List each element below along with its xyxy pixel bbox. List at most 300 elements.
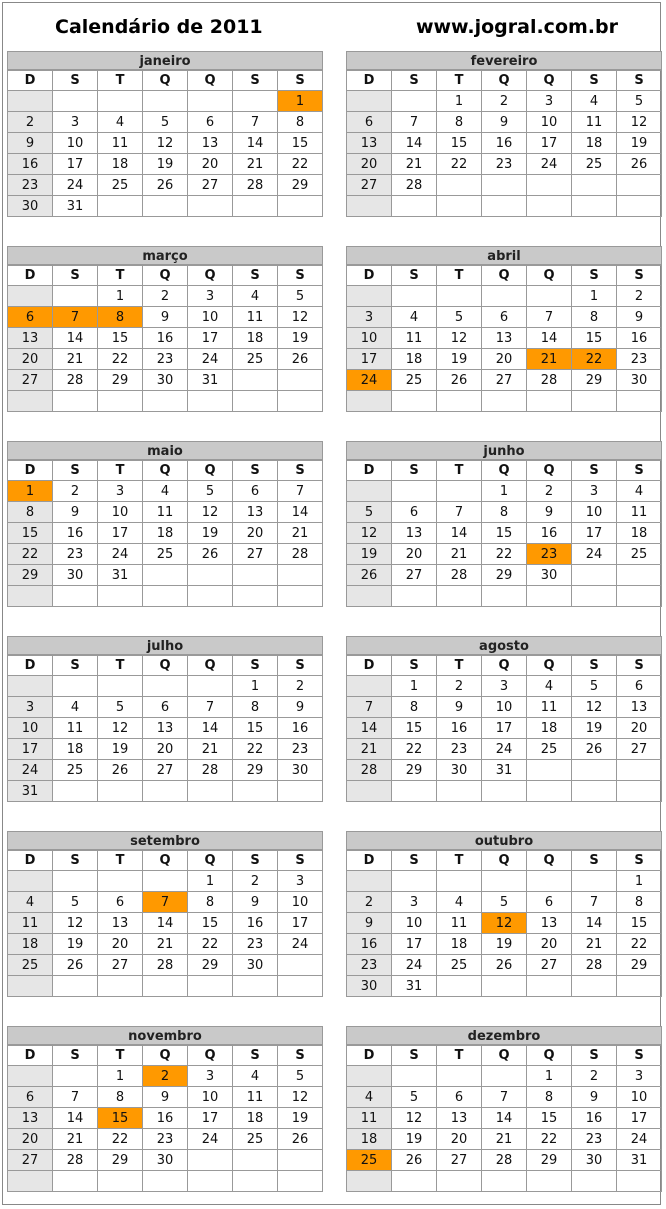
weekday-header: S [278, 851, 323, 871]
day-cell: 2 [53, 481, 98, 502]
empty-day-cell [392, 481, 437, 502]
weekday-header: Q [143, 71, 188, 91]
day-cell: 9 [233, 892, 278, 913]
empty-day-cell [53, 391, 98, 412]
empty-day-cell [188, 196, 233, 217]
empty-day-cell [143, 565, 188, 586]
empty-day-cell [98, 391, 143, 412]
day-cell: 29 [188, 955, 233, 976]
day-cell: 6 [392, 502, 437, 523]
empty-day-cell [572, 196, 617, 217]
empty-day-cell [98, 196, 143, 217]
day-cell: 28 [188, 760, 233, 781]
day-cell: 12 [278, 1087, 323, 1108]
month-table [346, 265, 662, 412]
day-cell: 19 [278, 328, 323, 349]
day-cell: 12 [278, 307, 323, 328]
day-cell: 16 [347, 934, 392, 955]
holiday-day-cell: 6 [8, 307, 53, 328]
empty-day-cell [617, 976, 662, 997]
day-cell: 30 [53, 565, 98, 586]
week-row [8, 739, 323, 760]
weekday-header: T [98, 461, 143, 481]
month-table [7, 70, 323, 217]
day-cell: 23 [233, 934, 278, 955]
day-cell: 18 [53, 739, 98, 760]
weekday-header-row [347, 656, 662, 676]
empty-day-cell [233, 1150, 278, 1171]
day-cell: 19 [143, 154, 188, 175]
day-cell: 16 [8, 154, 53, 175]
day-cell: 12 [572, 697, 617, 718]
empty-day-cell [482, 286, 527, 307]
empty-day-cell [8, 676, 53, 697]
week-row [347, 175, 662, 196]
weekday-header: D [347, 851, 392, 871]
day-cell: 1 [233, 676, 278, 697]
day-cell: 4 [98, 112, 143, 133]
empty-day-cell [233, 196, 278, 217]
day-cell: 15 [482, 523, 527, 544]
day-cell: 17 [527, 133, 572, 154]
holiday-day-cell: 23 [527, 544, 572, 565]
day-cell: 17 [8, 739, 53, 760]
day-cell: 7 [527, 307, 572, 328]
month-table [7, 655, 323, 802]
month-outubro [346, 831, 662, 997]
week-row [347, 1087, 662, 1108]
day-cell: 22 [617, 934, 662, 955]
day-cell: 14 [392, 133, 437, 154]
month-name: abril [346, 246, 662, 265]
week-row [8, 955, 323, 976]
empty-day-cell [527, 1171, 572, 1192]
day-cell: 11 [572, 112, 617, 133]
day-cell: 26 [278, 1129, 323, 1150]
day-cell: 3 [188, 1066, 233, 1087]
week-row [347, 370, 662, 391]
day-cell: 1 [527, 1066, 572, 1087]
weekday-header: S [617, 1046, 662, 1066]
day-cell: 28 [437, 565, 482, 586]
empty-day-cell [392, 586, 437, 607]
day-cell: 31 [617, 1150, 662, 1171]
empty-day-cell [53, 1171, 98, 1192]
day-cell: 10 [617, 1087, 662, 1108]
day-cell: 18 [143, 523, 188, 544]
empty-day-cell [8, 871, 53, 892]
month-maio [7, 441, 323, 607]
day-cell: 12 [98, 718, 143, 739]
weekday-header: T [98, 656, 143, 676]
day-cell: 1 [188, 871, 233, 892]
week-row [347, 1129, 662, 1150]
weekday-header-row [8, 1046, 323, 1066]
day-cell: 21 [143, 934, 188, 955]
day-cell: 14 [143, 913, 188, 934]
weekday-header: Q [482, 1046, 527, 1066]
empty-day-cell [437, 976, 482, 997]
day-cell: 3 [8, 697, 53, 718]
day-cell: 20 [98, 934, 143, 955]
day-cell: 23 [143, 1129, 188, 1150]
day-cell: 19 [437, 349, 482, 370]
day-cell: 15 [617, 913, 662, 934]
day-cell: 9 [53, 502, 98, 523]
day-cell: 25 [98, 175, 143, 196]
empty-day-cell [347, 196, 392, 217]
day-cell: 24 [8, 760, 53, 781]
day-cell: 6 [98, 892, 143, 913]
holiday-day-cell: 1 [8, 481, 53, 502]
day-cell: 14 [278, 502, 323, 523]
day-cell: 16 [572, 1108, 617, 1129]
day-cell: 13 [233, 502, 278, 523]
month-table [7, 265, 323, 412]
empty-day-cell [617, 391, 662, 412]
week-row [347, 586, 662, 607]
day-cell: 5 [53, 892, 98, 913]
day-cell: 9 [347, 913, 392, 934]
day-cell: 19 [278, 1108, 323, 1129]
day-cell: 26 [98, 760, 143, 781]
empty-day-cell [188, 676, 233, 697]
day-cell: 10 [53, 133, 98, 154]
day-cell: 1 [617, 871, 662, 892]
weekday-header: S [233, 1046, 278, 1066]
empty-day-cell [53, 91, 98, 112]
empty-day-cell [572, 976, 617, 997]
day-cell: 29 [98, 1150, 143, 1171]
week-row [8, 781, 323, 802]
weekday-header: T [98, 851, 143, 871]
weekday-header: D [347, 266, 392, 286]
day-cell: 13 [143, 718, 188, 739]
day-cell: 27 [8, 370, 53, 391]
day-cell: 23 [572, 1129, 617, 1150]
weekday-header: Q [482, 461, 527, 481]
day-cell: 22 [482, 544, 527, 565]
day-cell: 6 [437, 1087, 482, 1108]
month-table [346, 460, 662, 607]
empty-day-cell [527, 196, 572, 217]
week-row [347, 91, 662, 112]
weekday-header: T [437, 461, 482, 481]
empty-day-cell [233, 586, 278, 607]
day-cell: 14 [53, 328, 98, 349]
day-cell: 18 [233, 328, 278, 349]
day-cell: 24 [482, 739, 527, 760]
weekday-header: S [53, 461, 98, 481]
day-cell: 4 [527, 676, 572, 697]
day-cell: 3 [482, 676, 527, 697]
month-name: dezembro [346, 1026, 662, 1045]
weekday-header: D [347, 656, 392, 676]
day-cell: 10 [347, 328, 392, 349]
day-cell: 24 [572, 544, 617, 565]
weekday-header: D [8, 656, 53, 676]
day-cell: 30 [278, 760, 323, 781]
week-row [8, 1087, 323, 1108]
day-cell: 2 [527, 481, 572, 502]
day-cell: 14 [347, 718, 392, 739]
weekday-header: S [617, 656, 662, 676]
day-cell: 22 [98, 1129, 143, 1150]
day-cell: 22 [437, 154, 482, 175]
day-cell: 27 [527, 955, 572, 976]
day-cell: 18 [8, 934, 53, 955]
day-cell: 24 [98, 544, 143, 565]
weekday-header-row [347, 266, 662, 286]
holiday-day-cell: 12 [482, 913, 527, 934]
week-row [8, 586, 323, 607]
empty-day-cell [437, 1171, 482, 1192]
day-cell: 24 [617, 1129, 662, 1150]
week-row [8, 286, 323, 307]
weekday-header: S [278, 461, 323, 481]
weekday-header: S [617, 266, 662, 286]
day-cell: 31 [482, 760, 527, 781]
day-cell: 29 [482, 565, 527, 586]
weekday-header: Q [527, 1046, 572, 1066]
empty-day-cell [437, 196, 482, 217]
empty-day-cell [188, 976, 233, 997]
day-cell: 30 [143, 1150, 188, 1171]
empty-day-cell [392, 196, 437, 217]
day-cell: 29 [233, 760, 278, 781]
month-table [7, 1045, 323, 1192]
empty-day-cell [392, 1066, 437, 1087]
day-cell: 8 [392, 697, 437, 718]
day-cell: 25 [8, 955, 53, 976]
week-row [8, 718, 323, 739]
weekday-header: Q [143, 656, 188, 676]
day-cell: 4 [392, 307, 437, 328]
empty-day-cell [527, 760, 572, 781]
day-cell: 4 [8, 892, 53, 913]
week-row [8, 1129, 323, 1150]
weekday-header: Q [527, 851, 572, 871]
day-cell: 30 [617, 370, 662, 391]
day-cell: 19 [188, 523, 233, 544]
day-cell: 11 [8, 913, 53, 934]
weekday-header: S [572, 851, 617, 871]
day-cell: 21 [233, 154, 278, 175]
day-cell: 5 [278, 286, 323, 307]
day-cell: 12 [53, 913, 98, 934]
day-cell: 12 [143, 133, 188, 154]
empty-day-cell [188, 1171, 233, 1192]
day-cell: 18 [392, 349, 437, 370]
day-cell: 15 [278, 133, 323, 154]
weekday-header-row [347, 461, 662, 481]
day-cell: 3 [53, 112, 98, 133]
month-julho [7, 636, 323, 802]
week-row [347, 676, 662, 697]
week-row [347, 154, 662, 175]
weekday-header: T [98, 1046, 143, 1066]
day-cell: 21 [53, 349, 98, 370]
day-cell: 15 [572, 328, 617, 349]
month-dezembro [346, 1026, 662, 1192]
day-cell: 15 [392, 718, 437, 739]
empty-day-cell [347, 391, 392, 412]
day-cell: 2 [572, 1066, 617, 1087]
week-row [8, 328, 323, 349]
day-cell: 21 [188, 739, 233, 760]
week-row [8, 760, 323, 781]
weekday-header: S [572, 656, 617, 676]
day-cell: 17 [482, 718, 527, 739]
day-cell: 7 [278, 481, 323, 502]
day-cell: 28 [143, 955, 188, 976]
day-cell: 28 [572, 955, 617, 976]
week-row [347, 718, 662, 739]
day-cell: 7 [188, 697, 233, 718]
day-cell: 29 [527, 1150, 572, 1171]
day-cell: 16 [617, 328, 662, 349]
day-cell: 18 [527, 718, 572, 739]
day-cell: 11 [617, 502, 662, 523]
day-cell: 27 [8, 1150, 53, 1171]
day-cell: 16 [143, 1108, 188, 1129]
day-cell: 11 [233, 307, 278, 328]
empty-day-cell [527, 586, 572, 607]
day-cell: 10 [527, 112, 572, 133]
day-cell: 26 [53, 955, 98, 976]
day-cell: 26 [572, 739, 617, 760]
empty-day-cell [347, 1066, 392, 1087]
day-cell: 1 [98, 286, 143, 307]
day-cell: 9 [572, 1087, 617, 1108]
day-cell: 23 [347, 955, 392, 976]
day-cell: 11 [347, 1108, 392, 1129]
empty-day-cell [98, 586, 143, 607]
day-cell: 19 [347, 544, 392, 565]
empty-day-cell [437, 781, 482, 802]
empty-day-cell [98, 976, 143, 997]
day-cell: 17 [347, 349, 392, 370]
day-cell: 11 [392, 328, 437, 349]
day-cell: 13 [347, 133, 392, 154]
empty-day-cell [617, 781, 662, 802]
day-cell: 28 [347, 760, 392, 781]
holiday-day-cell: 25 [347, 1150, 392, 1171]
empty-day-cell [527, 175, 572, 196]
day-cell: 25 [53, 760, 98, 781]
empty-day-cell [527, 286, 572, 307]
weekday-header: S [572, 1046, 617, 1066]
week-row [347, 286, 662, 307]
month-name: novembro [7, 1026, 323, 1045]
weekday-header: D [8, 266, 53, 286]
week-row [347, 349, 662, 370]
month-janeiro [7, 51, 323, 217]
week-row [347, 871, 662, 892]
empty-day-cell [347, 1171, 392, 1192]
day-cell: 8 [617, 892, 662, 913]
day-cell: 18 [98, 154, 143, 175]
empty-day-cell [437, 286, 482, 307]
week-row [8, 91, 323, 112]
day-cell: 14 [437, 523, 482, 544]
empty-day-cell [392, 781, 437, 802]
day-cell: 10 [98, 502, 143, 523]
day-cell: 20 [233, 523, 278, 544]
day-cell: 20 [617, 718, 662, 739]
day-cell: 24 [188, 1129, 233, 1150]
weekday-header-row [347, 851, 662, 871]
day-cell: 30 [572, 1150, 617, 1171]
weekday-header: D [8, 461, 53, 481]
weekday-header: T [98, 71, 143, 91]
empty-day-cell [437, 481, 482, 502]
month-name: junho [346, 441, 662, 460]
empty-day-cell [572, 391, 617, 412]
empty-day-cell [572, 565, 617, 586]
holiday-day-cell: 21 [527, 349, 572, 370]
holiday-day-cell: 8 [98, 307, 143, 328]
day-cell: 2 [617, 286, 662, 307]
day-cell: 29 [98, 370, 143, 391]
week-row [347, 697, 662, 718]
empty-day-cell [482, 781, 527, 802]
day-cell: 25 [233, 1129, 278, 1150]
week-row [347, 955, 662, 976]
day-cell: 9 [143, 1087, 188, 1108]
day-cell: 11 [527, 697, 572, 718]
empty-day-cell [278, 586, 323, 607]
month-name: março [7, 246, 323, 265]
day-cell: 25 [617, 544, 662, 565]
day-cell: 23 [482, 154, 527, 175]
day-cell: 8 [188, 892, 233, 913]
day-cell: 9 [278, 697, 323, 718]
empty-day-cell [143, 781, 188, 802]
weekday-header: D [347, 71, 392, 91]
empty-day-cell [188, 1150, 233, 1171]
empty-day-cell [482, 976, 527, 997]
empty-day-cell [617, 1171, 662, 1192]
day-cell: 24 [527, 154, 572, 175]
empty-day-cell [233, 391, 278, 412]
empty-day-cell [98, 91, 143, 112]
weekday-header: S [53, 851, 98, 871]
empty-day-cell [617, 196, 662, 217]
day-cell: 29 [617, 955, 662, 976]
day-cell: 28 [278, 544, 323, 565]
day-cell: 22 [98, 349, 143, 370]
day-cell: 9 [617, 307, 662, 328]
day-cell: 6 [347, 112, 392, 133]
month-março [7, 246, 323, 412]
empty-day-cell [527, 976, 572, 997]
holiday-day-cell: 7 [143, 892, 188, 913]
weekday-header: S [233, 851, 278, 871]
day-cell: 14 [53, 1108, 98, 1129]
day-cell: 20 [188, 154, 233, 175]
day-cell: 24 [392, 955, 437, 976]
day-cell: 22 [233, 739, 278, 760]
day-cell: 14 [233, 133, 278, 154]
empty-day-cell [188, 586, 233, 607]
empty-day-cell [233, 91, 278, 112]
empty-day-cell [482, 196, 527, 217]
day-cell: 19 [572, 718, 617, 739]
week-row [347, 1150, 662, 1171]
week-row [8, 370, 323, 391]
month-name: julho [7, 636, 323, 655]
